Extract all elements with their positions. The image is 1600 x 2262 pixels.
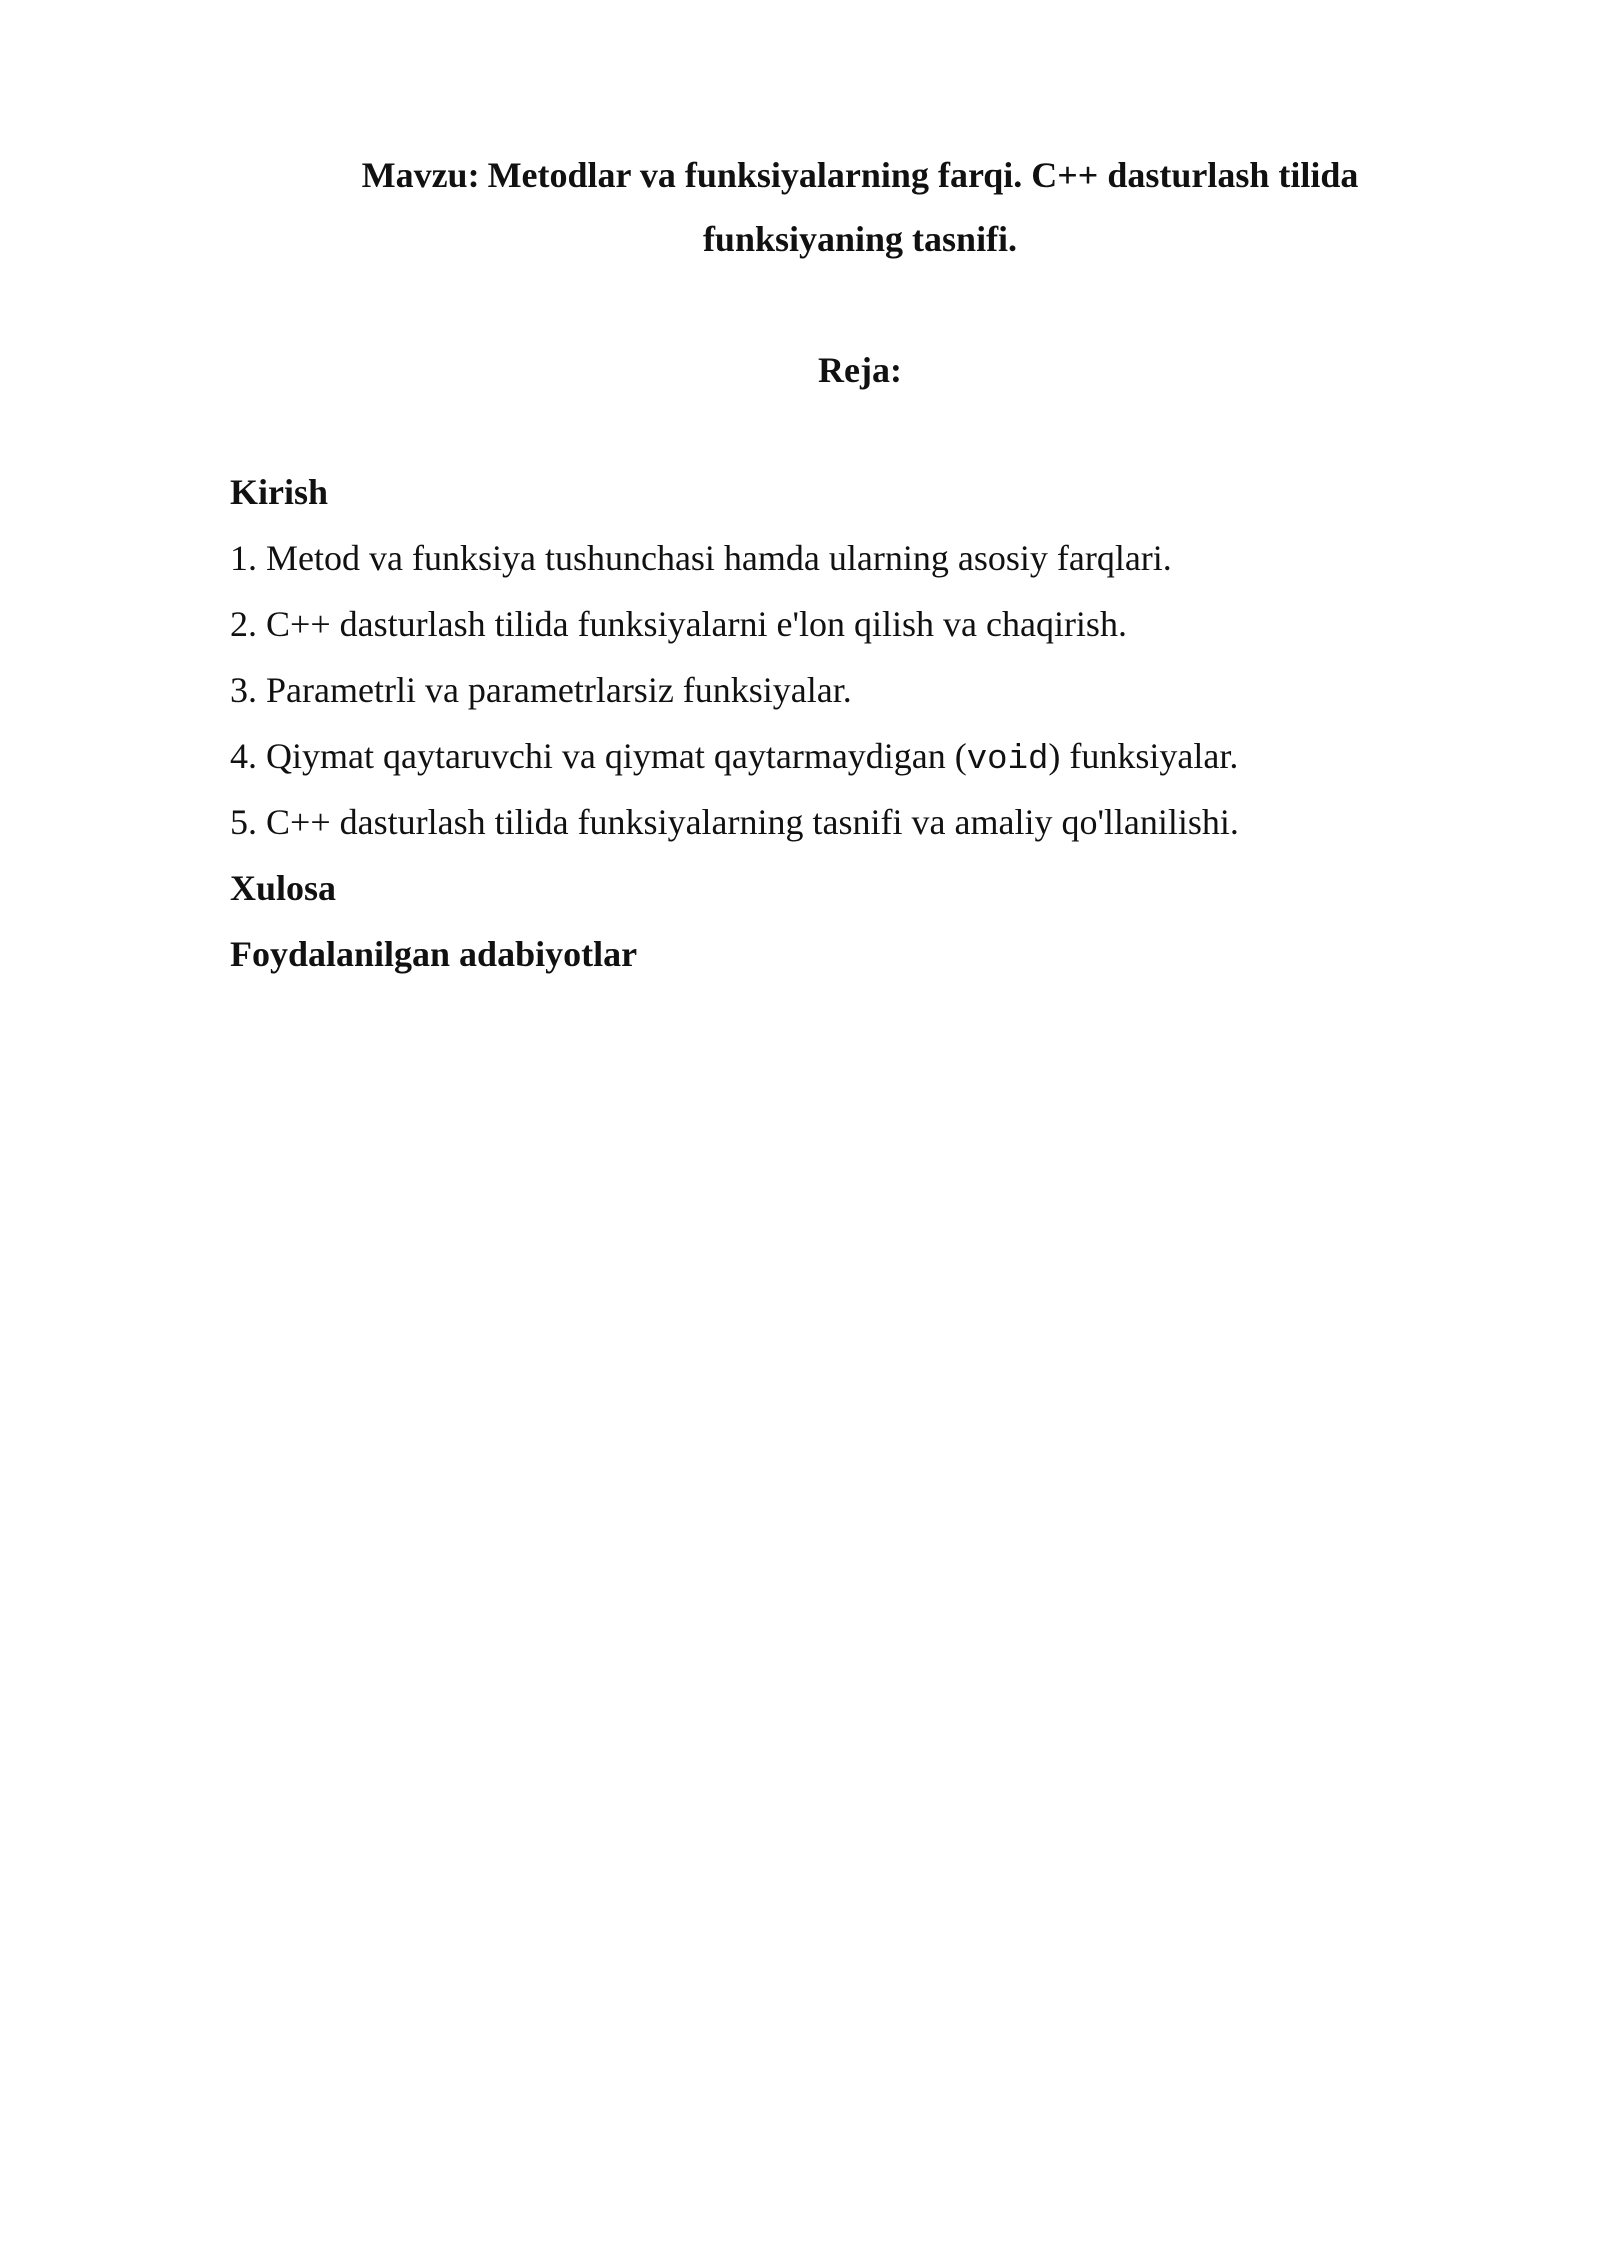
title-line-2: funksiyaning tasnifi. [702, 219, 1018, 259]
plan-outline [230, 468, 1490, 996]
title-text-line-1: Metodlar va funksiyalarning farqi. C++ dasturlash tilida [487, 155, 1359, 195]
outline-item-4-prefix: 4. Qiymat qaytaruvchi va qiymat qaytarmaydigan ( [230, 736, 967, 776]
document-title [230, 143, 1490, 271]
outline-item-3: 3. Parametrli va parametrlarsiz funksiyalar. [230, 670, 852, 710]
outline-conclusion: Xulosa [230, 868, 337, 908]
outline-item-2: 2. C++ dasturlash tilida funksiyalarni e'lon qilish va chaqirish. [230, 604, 1127, 644]
plan-heading: Reja: [818, 350, 902, 390]
outline-intro: Kirish [230, 472, 329, 512]
outline-item-4 [230, 732, 1490, 798]
title-line-1 [230, 143, 1490, 207]
outline-item-4-suffix: ) funksiyalar. [1048, 736, 1239, 776]
title-label: Mavzu: [361, 155, 480, 195]
outline-item-4-code: void [966, 741, 1049, 779]
outline-references: Foydalanilgan adabiyotlar [230, 934, 638, 974]
outline-item-1: 1. Metod va funksiya tushunchasi hamda ularning asosiy farqlari. [230, 538, 1172, 578]
outline-item-5: 5. C++ dasturlash tilida funksiyalarning tasnifi va amaliy qo'llanilishi. [230, 802, 1239, 842]
